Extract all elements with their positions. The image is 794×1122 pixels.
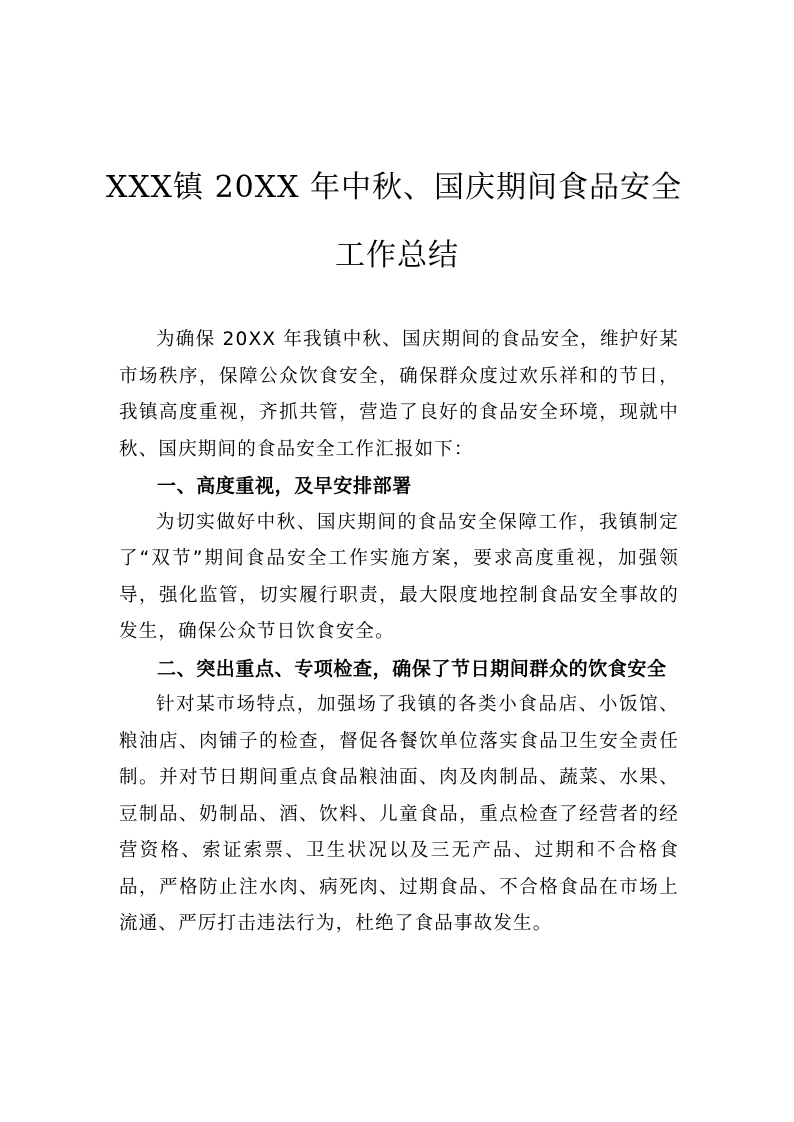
- document-body: [119, 322, 679, 943]
- section-heading-2: 二、突出重点、专项检查，确保了节日期间群众的饮食安全: [157, 657, 667, 680]
- document-title-line-2: 工作总结: [335, 238, 459, 273]
- section-2-paragraph: 针对某市场特点，加强场了我镇的各类小食品店、小饭馆、粮油店、肉铺子的检查，督促各餐饮单位落实食品卫生安全责任制。并对节日期间重点食品粮油面、肉及肉制品、蔬菜、水果、豆制品、奶制品、酒、饮料、儿童食品，重点检查了经营者的经营资格、索证索票、卫生状况以及三无产品、过期和不合格食品，严格防止注水肉、病死肉、过期食品、不合格食品在市场上流通、严厉打击违法行为，杜绝了食品事故发生。: [119, 694, 679, 934]
- section-heading-1: 一、高度重视，及早安排部署: [157, 475, 412, 497]
- intro-paragraph: 为确保 20XX 年我镇中秋、国庆期间的食品安全，维护好某市场秩序，保障公众饮食安全，确保群众度过欢乐祥和的节日，我镇高度重视，齐抓共管，营造了良好的食品安全环境，现就中秋、国庆期间的食品安全工作汇报如下：: [119, 329, 679, 460]
- section-1-paragraph: 为切实做好中秋、国庆期间的食品安全保障工作，我镇制定了“双节”期间食品安全工作实施方案，要求高度重视，加强领导，强化监管，切实履行职责，最大限度地控制食品安全事故的发生，确保公众节日饮食安全。: [119, 511, 679, 642]
- document-title-line-1: XXX镇 20XX 年中秋、国庆期间食品安全: [105, 170, 683, 205]
